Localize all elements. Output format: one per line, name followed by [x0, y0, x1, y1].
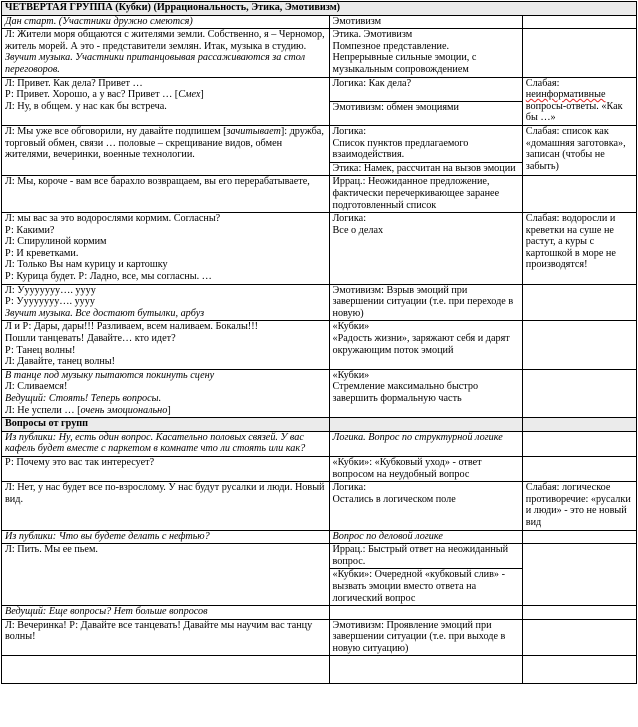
- replica-text: Л: мы вас за это водорослями кормим. Согласны?: [5, 213, 221, 225]
- cell-aspect: [329, 162, 522, 176]
- cell-replicas: Л: Нет, у нас будет все по-взрослому. У нас будут русалки и люди. Новый вид.: [2, 482, 330, 530]
- replica-text: Л: Уууууууу…. уууу: [5, 284, 96, 296]
- cell-aspect: [329, 530, 522, 544]
- replica-text: Л: Привет. Как дела? Привет …: [5, 77, 143, 89]
- weak-text: вопросы-ответы. «Как бы …»: [525, 100, 623, 124]
- aspect-text: Логика. Вопрос по структурной логике: [332, 431, 503, 443]
- aspect-label: Этика. Эмотивизм: [332, 29, 413, 41]
- replica-text: Л: Ну, в общем. у нас как бы встреча.: [5, 100, 167, 112]
- transcript-analysis-table: [1, 1, 637, 684]
- table-row: [2, 369, 637, 417]
- cell-replicas: [2, 606, 330, 620]
- cell-aspect: [329, 482, 522, 530]
- cell-weak-function: [522, 77, 636, 125]
- cell-weak-function: [522, 29, 636, 77]
- table-row: [2, 284, 637, 321]
- cell-aspect: [329, 125, 522, 162]
- stage-direction: Звучит музыка. Участники пританцовывая рассаживаются за стол переговоров.: [5, 52, 306, 75]
- cell-weak-function: [522, 369, 636, 417]
- stage-direction: Ведущий: Стоять! Теперь вопросы.: [5, 393, 162, 404]
- cell-weak-function: [522, 321, 636, 369]
- table-row: [2, 606, 637, 620]
- cell-aspect: Иррац.: Неожиданное предложение, фактически перечеркивающее заранее подготовленный список: [329, 176, 522, 213]
- cell-aspect: [329, 101, 522, 125]
- cell-weak-function: [522, 619, 636, 656]
- table-row: [2, 15, 637, 29]
- replica-text: ]: дружба, торговый обмен, связи … половые – скрещивание видов, обмен жителями, вечеринки, военные технологии.: [5, 125, 324, 161]
- replica-text: Р: И креветками.: [5, 247, 79, 259]
- cell-weak-function: [522, 456, 636, 481]
- aspect-label: Логика:: [332, 482, 367, 494]
- stage-direction: Звучит музыка. Все достают бутылки, арбуз: [5, 307, 205, 319]
- table-row: [2, 77, 637, 101]
- table-row: [2, 482, 637, 530]
- cell-weak-function: [522, 176, 636, 213]
- aspect-text: Список пунктов предлагаемого взаимодействия.: [332, 137, 469, 161]
- replica-text: Л: Сливаемся!: [5, 381, 68, 393]
- cell-aspect: Иррац.: Быстрый ответ на неожиданный вопрос.: [329, 544, 522, 569]
- cell-replicas: [2, 530, 330, 544]
- aspect-text: Стремление максимально быстро завершить формальную часть: [332, 381, 479, 404]
- table-row: [2, 213, 637, 285]
- aspect-label: Логика:: [332, 125, 367, 137]
- replica-text: Пошли танцевать! Давайте… кто идет?: [5, 333, 176, 345]
- cell-aspect: Эмотивизм: Проявление эмоций при завершении ситуации (т.е. при выходе в новую ситуацию): [329, 619, 522, 656]
- aspect-text: Этика: Намек, рассчитан на вызов эмоции: [332, 162, 516, 174]
- cell-replicas: [2, 125, 330, 175]
- cell-replicas: Л: Мы, короче - вам все барахло возвращаем, вы его перерабатываете,: [2, 176, 330, 213]
- table-row: [2, 544, 637, 569]
- cell-weak-function: [522, 284, 636, 321]
- replica-text: Л и Р: Дары, дары!!! Разливаем, всем наливаем. Бокалы!!!: [5, 321, 258, 333]
- cell-aspect: [329, 321, 522, 369]
- spellcheck-word: неинформативные: [525, 89, 606, 101]
- aspect-label: «Кубки»: [332, 369, 370, 381]
- cell-weak-function: Слабая: список как «домашняя заготовка», записан (чтобы не забыть): [522, 125, 636, 175]
- cell-weak-function: [522, 15, 636, 29]
- cell-aspect: «Кубки»: «Кубковый уход» - ответ вопросом на неудобный вопрос: [329, 456, 522, 481]
- replica-text: Л: Жители моря общаются с жителями земли. Собственно, я – Черномор, житель морей. А это - представители землян. Итак, музыка в студию.: [5, 29, 325, 52]
- aspect-text: Эмотивизм: обмен эмоциями: [332, 101, 459, 113]
- replica-text: Л: Не успели … [очень эмоционально]: [5, 404, 171, 416]
- aspect-label: «Кубки»: [332, 321, 370, 333]
- weak-label: Слабая:: [525, 77, 560, 89]
- cell-aspect: [329, 15, 522, 29]
- cell-aspect: «Кубки»: Очередной «кубковый слив» - вызвать эмоции вместо ответа на логический вопрос: [329, 569, 522, 606]
- cell-weak-function: [522, 544, 636, 606]
- replica-text: Р: Танец волны!: [5, 344, 76, 356]
- table-row: [2, 530, 637, 544]
- cell-aspect: [329, 29, 522, 77]
- table-row: [2, 176, 637, 213]
- aspect-label: Логика:: [332, 213, 367, 225]
- aspect-text: Логика: Как дела?: [332, 77, 412, 89]
- audience-question: Из публики: Что вы будете делать с нефтью?: [5, 530, 210, 542]
- replica-text: Р: Какими?: [5, 224, 55, 236]
- cell-weak-function: Слабая: логическое противоречие: «русалки и люди» - это не новый вид: [522, 482, 636, 530]
- cell-weak-function: [522, 656, 636, 684]
- cell-replicas: [2, 284, 330, 321]
- table-row-partial: [2, 656, 637, 684]
- cell-weak-function: [522, 606, 636, 620]
- table-row: [2, 619, 637, 656]
- aspect-text: Непрерывные сильные эмоции, с музыкальным сопровождением: [332, 52, 477, 75]
- host-line: Ведущий: Еще вопросы? Нет больше вопросов: [5, 606, 208, 618]
- document-title: ЧЕТВЕРТАЯ ГРУППА (Кубки) (Иррациональность, Этика, Эмотивизм): [2, 2, 637, 16]
- aspect-text: «Радость жизни», заряжают себя и дарят окружающим поток эмоций: [332, 333, 510, 356]
- aspect-text: Остались в логическом поле: [332, 493, 456, 505]
- cell-replicas: [2, 369, 330, 417]
- table-row-title: [2, 2, 637, 16]
- replica-text: Л: Спирулиной кормим: [5, 236, 107, 248]
- stage-direction: Дан старт. (Участники дружно смеются): [5, 15, 193, 27]
- cell-replicas: [2, 321, 330, 369]
- cell-replicas: Р: Почему это вас так интересует?: [2, 456, 330, 481]
- table-row: [2, 431, 637, 456]
- section-heading-spacer: [522, 418, 636, 432]
- cell-replicas: [2, 29, 330, 77]
- cell-aspect: [329, 369, 522, 417]
- aspect-text: Помпезное представление.: [332, 40, 450, 52]
- replica-text: Р: Уууууууу…. уууу: [5, 296, 95, 308]
- table-row: [2, 125, 637, 162]
- cell-aspect: Эмотивизм: Взрыв эмоций при завершении ситуации (т.е. при переходе в новую): [329, 284, 522, 321]
- cell-weak-function: Слабая: водоросли и креветки на суше не растут, а куры с картошкой в море не производятся!: [522, 213, 636, 285]
- stage-direction: Смех: [178, 89, 201, 101]
- cell-replicas: [2, 77, 330, 125]
- section-heading: Вопросы от групп: [2, 418, 330, 432]
- cell-replicas: [2, 213, 330, 285]
- table-row: [2, 321, 637, 369]
- table-row-section: [2, 418, 637, 432]
- replica-text: Л: Давайте, танец волны!: [5, 356, 116, 368]
- table-row: [2, 29, 637, 77]
- audience-question: Из публики: Ну, есть один вопрос. Касательно половых связей. У вас кафель будет вместе с паркетом в комнате что ли стоять или как?: [5, 431, 306, 455]
- stage-direction: очень эмоционально: [80, 404, 168, 416]
- cell-replicas: Л: Пить. Мы ее пьем.: [2, 544, 330, 606]
- replica-text: Р: Курица будет. Р: Ладно, все, мы согласны. …: [5, 271, 212, 283]
- aspect-text: Вопрос по деловой логике: [332, 530, 443, 542]
- cell-aspect: [329, 606, 522, 620]
- replica-text: Л: Только Вы нам курицу и картошку: [5, 259, 168, 271]
- replica-text: Р: Привет. Хорошо, а у вас? Привет … [Смех]: [5, 89, 204, 101]
- cell-aspect: [329, 656, 522, 684]
- table-row: [2, 456, 637, 481]
- cell-replicas: [2, 656, 330, 684]
- stage-direction: В танце под музыку пытаются покинуть сцену: [5, 369, 215, 381]
- cell-aspect: [329, 77, 522, 101]
- cell-aspect: [329, 431, 522, 456]
- cell-replicas: [2, 431, 330, 456]
- section-heading-spacer: [329, 418, 522, 432]
- cell-weak-function: [522, 530, 636, 544]
- cell-replicas: [2, 15, 330, 29]
- aspect-text: Эмотивизм: [332, 15, 382, 27]
- replica-text: Л: Мы уже все обговорили, ну давайте подпишем [: [5, 125, 227, 137]
- cell-replicas: Л: Вечеринка! Р: Давайте все танцевать! Давайте мы научим вас танцу волны!: [2, 619, 330, 656]
- cell-aspect: [329, 213, 522, 285]
- cell-weak-function: [522, 431, 636, 456]
- stage-direction: зачитывает: [226, 125, 281, 137]
- aspect-text: Все о делах: [332, 224, 384, 236]
